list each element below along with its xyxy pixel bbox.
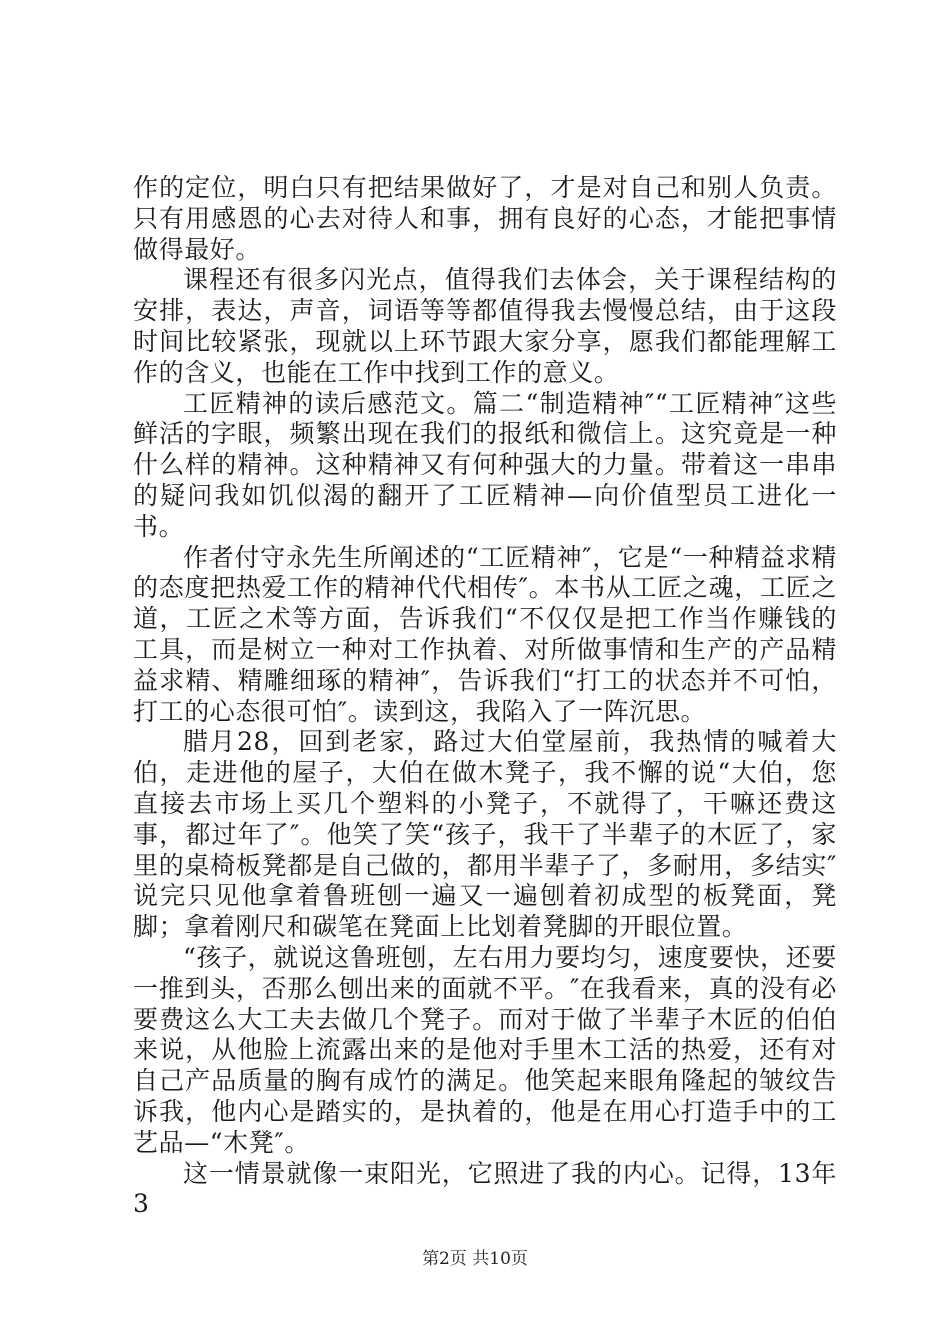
paragraph-1: 作的定位，明白只有把结果做好了，才是对自己和别人负责。只有用感恩的心去对待人和事，拥有良好的心态，才能把事情做得最好。 — [133, 173, 837, 264]
paragraph-2: 课程还有很多闪光点，值得我们去体会，关于课程结构的安排，表达，声音，词语等等都值得我去慢慢总结，由于这段时间比较紧张，现就以上环节跟大家分享，愿我们都能理解工作的含义，也能在工作中找到工作的意义。 — [133, 265, 837, 387]
page-number-footer: 第2页 共10页 — [422, 1249, 528, 1269]
paragraph-5: 腊月28，回到老家，路过大伯堂屋前，我热情的喊着大伯，走进他的屋子，大伯在做木凳子，我不懈的说“大伯，您直接去市场上买几个塑料的小凳子，不就得了，干嘛还费这事，都过年了″。他笑了笑“孩子，我干了半辈子的木匠了，家里的桌椅板凳都是自己做的，都用半辈子了，多耐用，多结实″说完只见他拿着鲁班刨一遍又一遍刨着初成型的板凳面，凳脚；拿着刚尺和碳笔在凳面上比划着凳脚的开眼位置。 — [133, 727, 837, 942]
paragraph-3: 工匠精神的读后感范文。篇二“制造精神″“工匠精神″这些鲜活的字眼，频繁出现在我们的报纸和微信上。这究竟是一种什么样的精神。这种精神又有何种强大的力量。带着这一串串的疑问我如饥似渴的翻开了工匠精神—向价值型员工进化一书。 — [133, 388, 837, 541]
paragraph-4: 作者付守永先生所阐述的“工匠精神″，它是“一种精益求精的态度把热爱工作的精神代代相传″。本书从工匠之魂，工匠之道，工匠之术等方面，告诉我们“不仅仅是把工作当作赚钱的工具，而是树立一种对工作执着、对所做事情和生产的产品精益求精、精雕细琢的精神″，告诉我们“打工的状态并不可怕，打工的心态很可怕″。读到这，我陷入了一阵沉思。 — [133, 542, 837, 726]
paragraph-6: “孩子，就说这鲁班刨，左右用力要均匀，速度要快，还要一推到头，否那么刨出来的面就不平。″在我看来，真的没有必要费这么大工夫去做几个凳子。而对于做了半辈子木匠的伯伯来说，从他脸上流露出来的是他对手里木工活的热爱，还有对自己产品质量的胸有成竹的满足。他笑起来眼角隆起的皱纹告诉我，他内心是踏实的，是执着的，他是在用心打造手中的工艺品—“木凳″。 — [133, 942, 837, 1157]
document-body — [133, 173, 837, 1220]
paragraph-7: 这一情景就像一束阳光，它照进了我的内心。记得，13年3 — [133, 1158, 837, 1219]
